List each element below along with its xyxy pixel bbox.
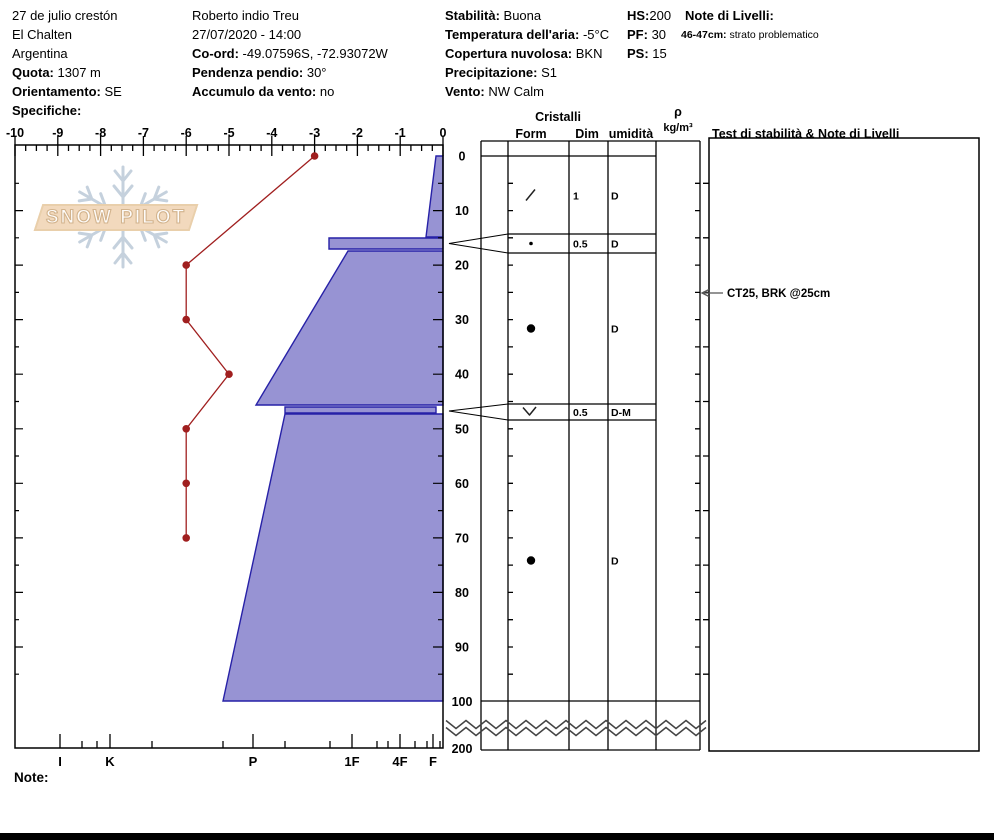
- datetime: 27/07/2020 - 14:00: [192, 27, 302, 42]
- pf-value: PF: 30: [627, 27, 667, 42]
- density-unit-label: kg/m³: [663, 122, 693, 134]
- form-column-header: Form: [515, 127, 547, 141]
- elevation: Quota: 1307 m: [12, 65, 101, 80]
- ct-arrow-icon: [702, 290, 723, 297]
- grain-form-symbol-surface-hoar: [523, 407, 536, 415]
- depth-axis-label-200: 200: [451, 742, 473, 756]
- dim-column-header: Dim: [575, 127, 599, 141]
- slope-angle: Pendenza pendio: 30°: [192, 65, 327, 80]
- depth-axis-label-90: 90: [455, 640, 469, 655]
- wetness-cell: D: [611, 555, 619, 568]
- temp-axis-label--9: -9: [52, 126, 64, 140]
- hardness-axis-label-I: I: [58, 754, 62, 769]
- temp-axis-label--3: -3: [309, 126, 321, 140]
- aspect: Orientamento: SE: [12, 84, 122, 99]
- wetness-cell: D-M: [611, 407, 631, 419]
- temp-axis-label--5: -5: [223, 126, 235, 140]
- density-rho-label: ρ: [674, 105, 682, 119]
- wind-loading: Accumulo da vento: no: [192, 84, 335, 99]
- hardness-axis-label-1F: 1F: [344, 754, 360, 769]
- grain-size-cell: 0.5: [573, 407, 588, 419]
- temperature-point-0: [311, 152, 319, 160]
- temp-axis-label--7: -7: [137, 126, 149, 140]
- wind: Vento: NW Calm: [445, 84, 544, 99]
- temperature-point-6: [182, 534, 190, 542]
- depth-axis-label-0: 0: [458, 149, 466, 164]
- temp-axis-label--4: -4: [266, 126, 278, 140]
- wetness-cell: D: [611, 323, 619, 336]
- temp-axis-label--10: -10: [5, 126, 25, 140]
- stability: Stabilità: Buona: [445, 8, 542, 23]
- specifics: Specifiche:: [12, 103, 82, 118]
- site-name: 27 de julio crestón: [12, 8, 118, 23]
- depth-axis-label-20: 20: [455, 258, 469, 273]
- crystal-table-grid: [481, 141, 709, 750]
- hardness-axis-label-4F: 4F: [392, 754, 408, 769]
- hardness-layer-4: [223, 414, 443, 701]
- temperature-point-4: [182, 425, 190, 433]
- depth-axis-label-40: 40: [455, 367, 469, 382]
- sky-cover: Copertura nuvolosa: BKN: [445, 46, 603, 61]
- grain-size-cell: 1: [573, 190, 579, 203]
- site-town: El Chalten: [12, 27, 72, 42]
- wetness-cell: D: [611, 238, 619, 251]
- temp-axis-label--1: -1: [394, 126, 406, 140]
- air-temperature: Temperatura dell'aria: -5°C: [445, 27, 610, 42]
- snowpilot-logo-text: SNOW PILOT: [45, 206, 187, 228]
- note-label: Note:: [14, 770, 49, 785]
- hs-total-depth: HS:200: [627, 8, 672, 23]
- grain-form-symbol-dot: [527, 556, 535, 564]
- site-country: Argentina: [12, 46, 68, 61]
- hardness-axis-label-K: K: [105, 754, 115, 769]
- depth-axis-label-30: 30: [455, 313, 469, 328]
- layer-note: 46-47cm: strato problematico: [681, 29, 819, 41]
- hardness-axis-label-F: F: [429, 754, 437, 769]
- depth-axis-label-10: 10: [455, 204, 469, 219]
- depth-axis-label-80: 80: [455, 585, 469, 600]
- observer: Roberto indio Treu: [192, 8, 299, 23]
- hardness-axis-label-P: P: [248, 754, 258, 769]
- temp-axis-label--8: -8: [95, 126, 107, 140]
- grain-form-symbol-dot: [527, 324, 535, 332]
- temperature-point-2: [182, 316, 190, 324]
- coordinates: Co-ord: -49.07596S, -72.93072W: [192, 46, 388, 61]
- stability-test-annotation: CT25, BRK @25cm: [727, 288, 831, 300]
- hardness-layer-1: [329, 238, 443, 249]
- wetness-cell: D: [611, 190, 619, 203]
- precipitation: Precipitazione: S1: [445, 65, 557, 80]
- depth-axis-label-70: 70: [455, 531, 469, 546]
- depth-axis-label-50: 50: [455, 422, 469, 437]
- layer-notes-title: Note di Livelli:: [685, 8, 774, 23]
- axis-break-zigzag-0: [446, 721, 706, 729]
- depth-axis-label-60: 60: [455, 476, 469, 491]
- hardness-layer-2: [256, 251, 443, 405]
- temperature-point-1: [182, 261, 190, 269]
- grain-form-symbol-dot-small: [529, 242, 533, 246]
- ps-value: PS: 15: [627, 46, 667, 61]
- grain-form-symbol-slash: [526, 190, 535, 201]
- hardness-axis-ticks: [60, 734, 440, 748]
- temperature-point-3: [225, 370, 233, 378]
- test-column-header: Test di stabilità & Note di Livelli: [712, 127, 900, 141]
- humidity-column-header: umidità: [608, 127, 654, 141]
- temp-axis-label-0: 0: [439, 126, 447, 140]
- temp-axis-ticks: [15, 136, 443, 156]
- hardness-layer-0: [426, 156, 443, 237]
- temp-axis-label--2: -2: [351, 126, 363, 140]
- temp-axis-label--6: -6: [180, 126, 192, 140]
- grain-size-cell: 0.5: [573, 238, 588, 251]
- crystals-header: Cristalli: [535, 110, 581, 124]
- depth-axis-label-100: 100: [451, 695, 473, 709]
- temperature-point-5: [182, 480, 190, 488]
- hardness-layer-3: [285, 407, 436, 413]
- test-column-border: [709, 138, 979, 751]
